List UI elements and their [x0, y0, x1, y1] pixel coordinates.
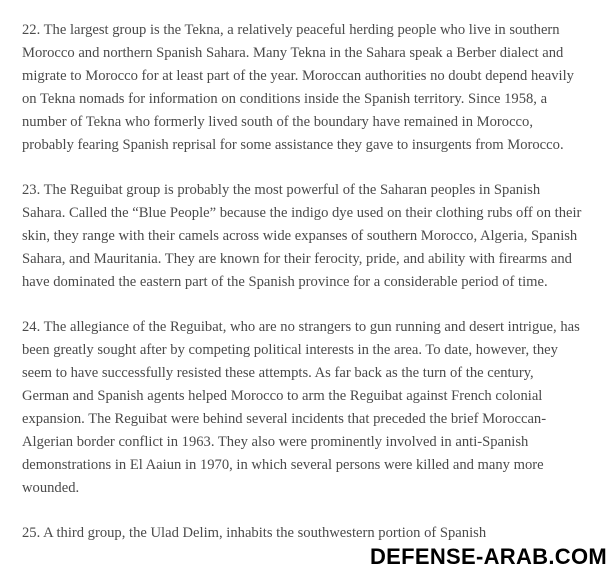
article-body [22, 19, 582, 567]
paragraph-23: 23. The Reguibat group is probably the most powerful of the Saharan peoples in Spanish Sahara. Called the “Blue People” because the indigo dye used on their clothing rubs off on their skin, they range with their camels across wide expanses of southern Morocco, Algeria, Spanish Sahara, and Mauritania. They are known for their ferocity, pride, and ability with firearms and have dominated the eastern part of the Spanish province for a considerable period of time. [22, 182, 582, 290]
paragraph-24: 24. The allegiance of the Reguibat, who are no strangers to gun running and desert intrigue, has been greatly sought after by competing political interests in the area. To date, however, they seem to have successfully resisted these attempts. As far back as the turn of the century, German and Spanish agents helped Morocco to arm the Reguibat against French colonial expansion. The Reguibat were behind several incidents that preceded the brief Moroccan-Algerian border conflict in 1963. They also were prominently involved in anti-Spanish demonstrations in El Aaiun in 1970, in which several persons were killed and many more wounded. [22, 319, 580, 496]
paragraph-22: 22. The largest group is the Tekna, a relatively peaceful herding people who live in southern Morocco and northern Spanish Sahara. Many Tekna in the Sahara speak a Berber dialect and migrate to Morocco for at least part of the year. Moroccan authorities no doubt depend heavily on Tekna nomads for information on conditions inside the Spanish territory. Since 1958, a number of Tekna who formerly lived south of the boundary have remained in Morocco, probably fearing Spanish reprisal for some assistance they gave to insurgents from Morocco. [22, 22, 574, 153]
paragraph-25: 25. A third group, the Ulad Delim, inhabits the southwestern portion of Spanish [22, 525, 487, 541]
site-watermark: DEFENSE-ARAB.COM [364, 543, 607, 571]
